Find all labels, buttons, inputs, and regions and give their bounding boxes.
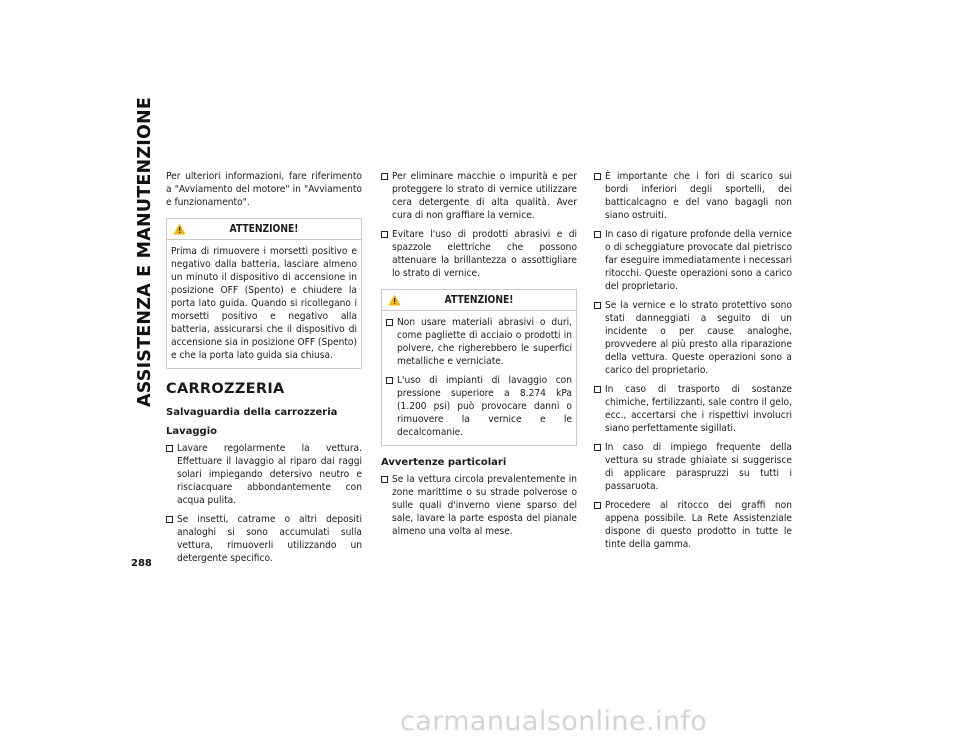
list-item: Evitare l'uso di prodotti abrasivi e di spazzole elettriche che possono attenuare la brillantezza o assottigliare lo strato di vernice. [381,228,577,280]
checkbox-bullet-icon [381,173,388,180]
list-item: In caso di rigature profonde della vernice o di scheggiature provocate dal pietrisco far eseguire immediatamente i necessari ritocchi. Queste operazioni sono a carico del proprietario. [594,228,792,293]
warning-header [382,290,576,311]
bullet-list [381,170,577,280]
checkbox-bullet-icon [166,516,173,523]
column-3 [594,170,792,557]
checkbox-bullet-icon [386,377,393,384]
checkbox-bullet-icon [381,476,388,483]
section-title: CARROZZERIA [166,381,285,397]
warning-title: ATTENZIONE! [229,224,299,235]
subsection-title: Avvertenze particolari [381,457,507,468]
list-item: Procedere al ritocco dei graffi non appena possibile. La Rete Assistenziale dispone di questo prodotto in tutte le tinte della gamma. [594,499,792,551]
list-item: Se la vettura circola prevalentemente in zone marittime o su strade polverose o sulle quali d'inverno viene sparso del sale, lavare la parte esposta del pianale almeno una volta al mese. [381,473,577,538]
checkbox-bullet-icon [594,231,601,238]
checkbox-bullet-icon [386,319,393,326]
list-item: In caso di trasporto di sostanze chimiche, fertilizzanti, sale contro il gelo, ecc., accertarsi che i rispettivi involucri siano perfettamente sigillati. [594,383,792,435]
warning-text: Prima di rimuovere i morsetti positivo e negativo dalla batteria, lasciare almeno un minuto il dispositivo di accensione in posizione OFF (Spento) e chiudere la porta lato guida. Quando si ricollegano i morsetti positivo e negativo alla batteria, assicurarsi che il dispositivo di accensione sia in posizione OFF (Spento) e che la porta lato guida sia chiusa. [171,246,358,361]
bullet-list [381,473,577,538]
checkbox-bullet-icon [381,231,388,238]
list-item: È importante che i fori di scarico sui bordi inferiori degli sportelli, dei batticalcagno e del vano bagagli non siano ostruiti. [594,170,792,222]
checkbox-bullet-icon [594,386,601,393]
warning-header [167,219,361,240]
list-item: In caso di impiego frequente della vettura su strade ghiaiate si suggerisce di applicare paraspruzzi su tutti i passaruota. [594,441,792,493]
column-2 [381,170,577,544]
warning-body [167,240,361,368]
page-number: 288 [131,558,152,569]
list-item: Se la vernice e lo strato protettivo sono stati danneggiati a seguito di un incidente o per cause analoghe, provvedere al più presto alla riparazione della vettura. Queste operazioni sono a carico del proprietario. [594,299,792,377]
list-item: Non usare materiali abrasivi o duri, come pagliette di acciaio o prodotti in polvere, che righerebbero le superfici metalliche e verniciate. [386,316,572,368]
warning-box [381,289,577,446]
checkbox-bullet-icon [594,444,601,451]
bullet-list [166,442,362,565]
warning-box [166,218,362,369]
warning-bullet-list [386,316,572,439]
subsection-title: Salvaguardia della carrozzeria [166,407,338,418]
bullet-list [594,170,792,551]
subsubsection-title: Lavaggio [166,426,218,437]
chapter-title: ASSISTENZA E MANUTENZIONE [135,96,155,407]
list-item: Lavare regolarmente la vettura. Effettuare il lavaggio al riparo dai raggi solari impiegando detersivo neutro e risciacquare abbondantemente con acqua pulita. [166,442,362,507]
checkbox-bullet-icon [594,302,601,309]
checkbox-bullet-icon [594,502,601,509]
list-item: Per eliminare macchie o impurità e per proteggere lo strato di vernice utilizzare cera detergente di alta qualità. Aver cura di non graffiare la vernice. [381,170,577,222]
checkbox-bullet-icon [166,445,173,452]
checkbox-bullet-icon [594,173,601,180]
watermark[interactable]: carmanualsonline.info [400,706,708,737]
warning-body [382,311,576,445]
list-item: L'uso di impianti di lavaggio con pressione superiore a 8.274 kPa (1.200 psi) può provocare danni o rimuovere la vernice e le decalcomanie. [386,374,572,439]
list-item: Se insetti, catrame o altri depositi analoghi si sono accumulati sulla vettura, rimuoverli utilizzando un detergente specifico. [166,513,362,565]
chapter-sidebar [131,96,161,407]
intro-paragraph: Per ulteriori informazioni, fare riferimento a "Avviamento del motore" in "Avviamento e funzionamento". [166,171,362,208]
column-1 [166,170,362,571]
warning-title: ATTENZIONE! [444,295,514,306]
